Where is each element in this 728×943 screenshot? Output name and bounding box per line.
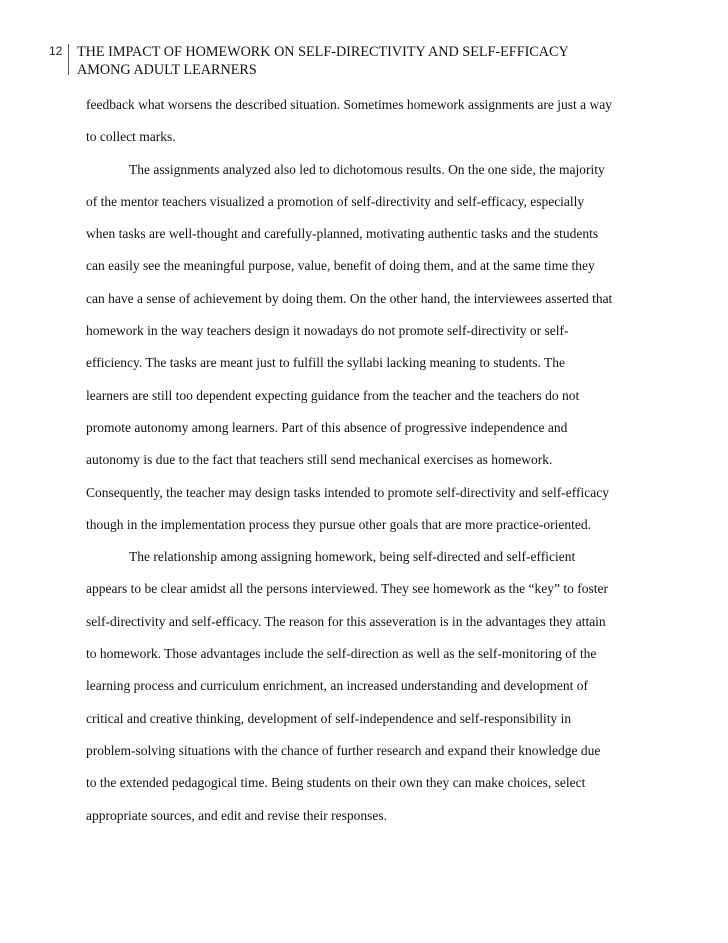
text-line: when tasks are well-thought and carefully-planned, motivating authentic tasks and the students (86, 226, 599, 242)
body-text (86, 89, 666, 832)
text-line: self-directivity and self-efficacy. The reason for this asseveration is in the advantages they attain (86, 613, 606, 629)
paragraph-1 (86, 89, 666, 154)
text-line: can easily see the meaningful purpose, value, benefit of doing them, and at the same time they (86, 258, 595, 274)
text-line: The relationship among assigning homework, being self-directed and self-efficient (129, 549, 576, 565)
text-line: learning process and curriculum enrichment, an increased understanding and development of (86, 678, 588, 694)
text-line: Consequently, the teacher may design tasks intended to promote self-directivity and self-efficacy (86, 484, 609, 500)
text-line: appears to be clear amidst all the persons interviewed. They see homework as the “key” to foster (86, 581, 608, 597)
text-line: learners are still too dependent expecting guidance from the teacher and the teachers do not (86, 387, 580, 403)
page-number: 12 (49, 44, 63, 58)
text-line: The assignments analyzed also led to dichotomous results. On the one side, the majority (129, 161, 605, 177)
paragraph-2 (86, 154, 666, 542)
running-head-line-2: AMONG ADULT LEARNERS (77, 62, 257, 78)
text-line: of the mentor teachers visualized a promotion of self-directivity and self-efficacy, especially (86, 193, 585, 209)
text-line: problem-solving situations with the chance of further research and expand their knowledge due (86, 742, 601, 758)
text-line: promote autonomy among learners. Part of this absence of progressive independence and (86, 419, 568, 435)
running-head-line-1: THE IMPACT OF HOMEWORK ON SELF-DIRECTIVITY AND SELF-EFFICACY (77, 44, 569, 60)
running-head (77, 43, 697, 79)
text-line: though in the implementation process they pursue other goals that are more practice-oriented. (86, 516, 591, 532)
text-line: autonomy is due to the fact that teachers still send mechanical exercises as homework. (86, 452, 553, 468)
text-line: critical and creative thinking, development of self-independence and self-responsibility in (86, 710, 572, 726)
text-line: to homework. Those advantages include the self-direction as well as the self-monitoring of the (86, 646, 597, 662)
text-line: feedback what worsens the described situation. Sometimes homework assignments are just a way (86, 97, 612, 112)
text-line: to the extended pedagogical time. Being students on their own they can make choices, select (86, 775, 586, 791)
text-line: efficiency. The tasks are meant just to fulfill the syllabi lacking meaning to students. The (86, 355, 566, 371)
text-line: to collect marks. (86, 129, 176, 145)
text-line: can have a sense of achievement by doing them. On the other hand, the interviewees asserted that (86, 290, 613, 306)
text-line: homework in the way teachers design it nowadays do not promote self-directivity or self- (86, 323, 569, 339)
header-divider (68, 44, 69, 75)
text-line: appropriate sources, and edit and revise their responses. (86, 807, 388, 823)
paragraph-3 (86, 541, 666, 832)
